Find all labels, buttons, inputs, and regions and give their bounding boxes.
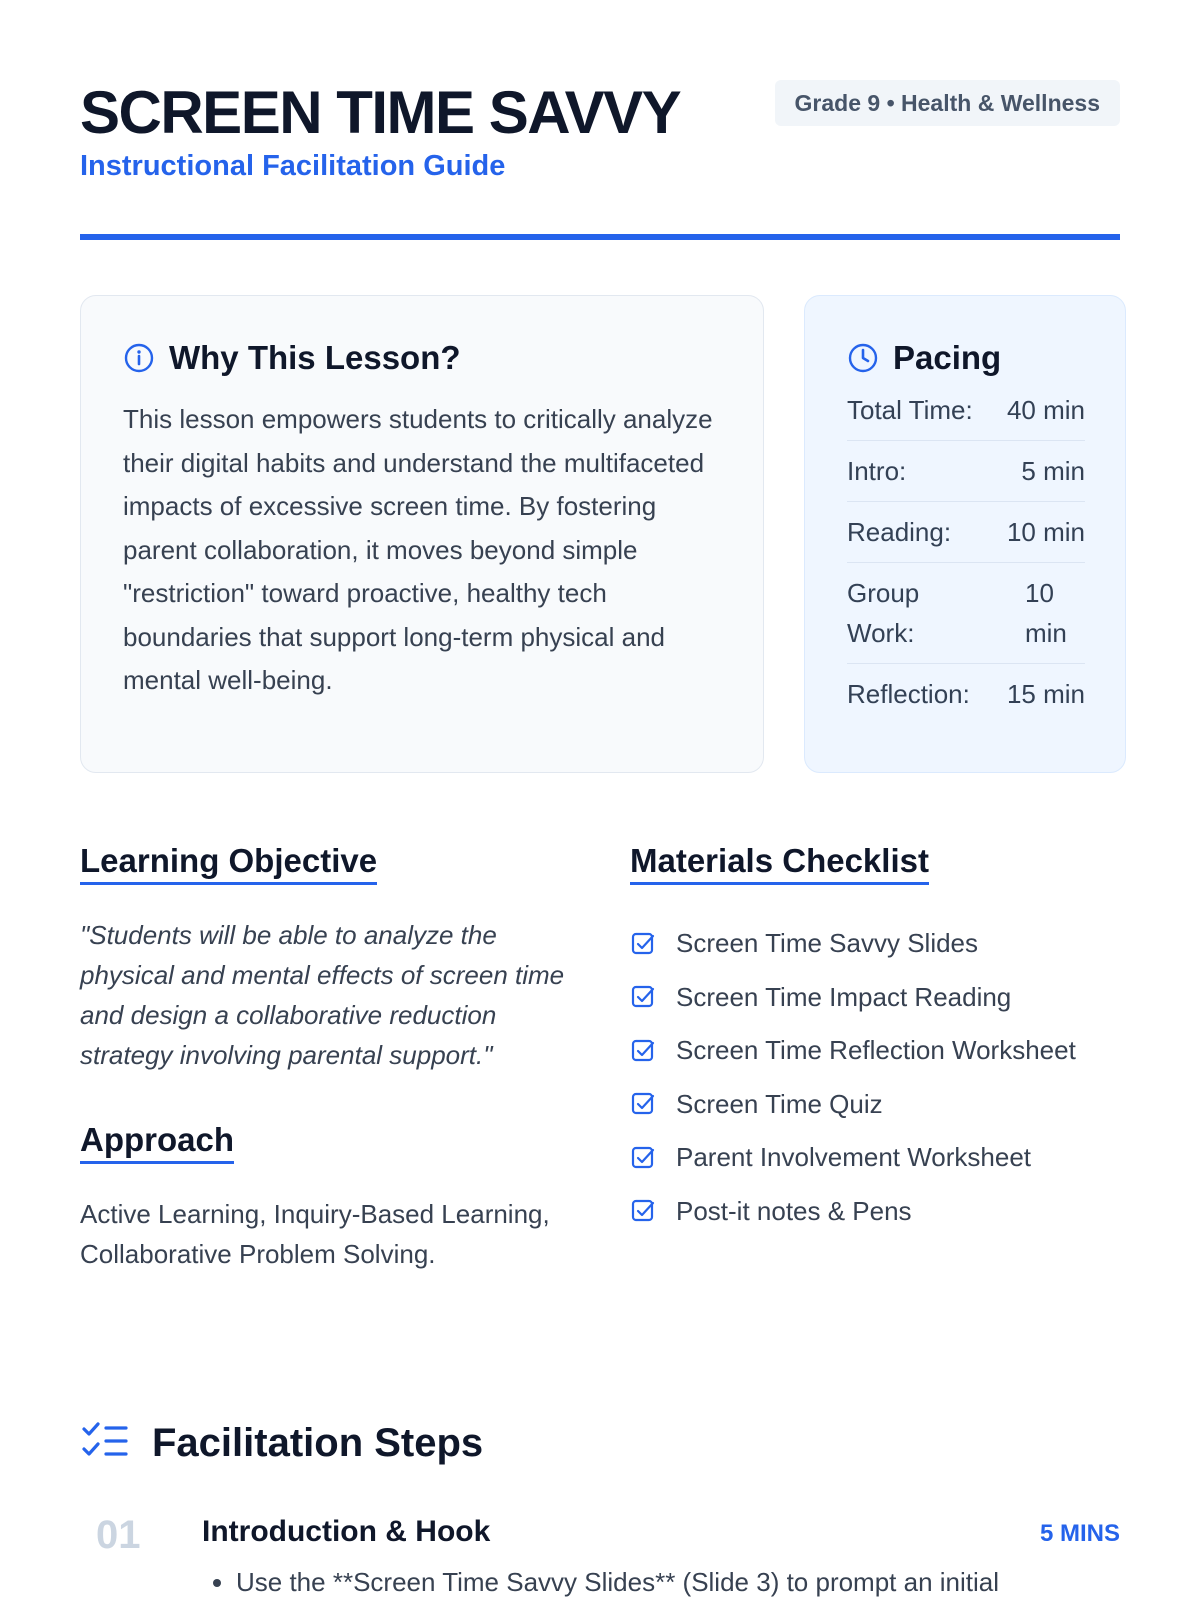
checkbox-checked-icon (630, 984, 656, 1010)
pacing-value: 10 min (1006, 517, 1085, 547)
pacing-row-intro (847, 441, 1085, 502)
pacing-label: Reading: (847, 517, 952, 547)
material-label: Screen Time Quiz (676, 1088, 883, 1119)
checkbox-checked-icon (630, 1145, 656, 1171)
material-label: Screen Time Impact Reading (676, 981, 1012, 1012)
checkbox-checked-icon (630, 1038, 656, 1064)
step-title: Introduction & Hook (202, 1515, 491, 1548)
page-subtitle: Instructional Facilitation Guide (80, 150, 506, 182)
left-column (80, 840, 580, 1274)
pacing-list (847, 386, 1085, 724)
list-item (630, 1024, 1130, 1078)
list-item (630, 1185, 1130, 1239)
approach-text: Active Learning, Inquiry-Based Learning, Collaborative Problem Solving. (80, 1199, 550, 1269)
pacing-header (847, 336, 1085, 380)
pacing-value: 5 min (1021, 456, 1085, 486)
approach-heading: Approach (80, 1119, 234, 1164)
why-lesson-heading: Why This Lesson? (169, 339, 461, 376)
pacing-value: 15 min (1006, 679, 1085, 709)
pacing-value: 40 min (1006, 395, 1085, 425)
pacing-label: Intro: (847, 456, 907, 486)
list-item: • Use the **Screen Time Savvy Slides** (Slide 3) to prompt an initial (236, 1562, 999, 1602)
material-label: Screen Time Reflection Worksheet (676, 1035, 1076, 1066)
material-label: Post-it notes & Pens (676, 1195, 912, 1226)
checkbox-checked-icon (630, 1091, 656, 1117)
facilitation-step (80, 1510, 1120, 1610)
step-duration: 5 MINS (1039, 1520, 1120, 1547)
why-lesson-header (123, 336, 723, 380)
header-divider (80, 234, 1120, 240)
pacing-row-group-work (847, 563, 1085, 664)
why-lesson-text: This lesson empowers students to critically analyze their digital habits and understand the multifaceted impacts of excessive screen time. By fostering parent collaboration, it moves beyond simple "restriction" toward proactive, healthy tech boundaries that support long-term physical and mental well-being. (123, 404, 713, 695)
pacing-row-total (847, 386, 1085, 441)
step-bullets (202, 1562, 999, 1602)
material-label: Parent Involvement Worksheet (676, 1142, 1032, 1173)
grade-badge: Grade 9 • Health & Wellness (775, 80, 1120, 126)
why-lesson-card (80, 295, 764, 773)
approach-section (80, 1119, 580, 1274)
step-number: 01 (96, 1513, 141, 1557)
pacing-heading: Pacing (893, 339, 1002, 376)
objective-text: "Students will be able to analyze the physical and mental effects of screen time and design a collaborative reduction strategy involving parental support." (80, 920, 565, 1070)
list-item (630, 1131, 1130, 1185)
checkbox-checked-icon (630, 931, 656, 957)
pacing-value: 10 min (1025, 578, 1067, 648)
materials-heading: Materials Checklist (630, 840, 929, 885)
page-title: SCREEN TIME SAVVY (80, 79, 681, 146)
pacing-card (804, 295, 1126, 773)
right-column (630, 840, 1130, 1238)
info-icon (123, 342, 155, 374)
pacing-label: Reflection: (847, 679, 970, 709)
list-item (630, 1078, 1130, 1132)
pacing-row-reading (847, 502, 1085, 563)
material-label: Screen Time Savvy Slides (676, 928, 979, 959)
materials-list (630, 917, 1130, 1238)
facilitation-header (80, 1415, 483, 1471)
pacing-row-reflection (847, 664, 1085, 724)
list-checks-icon (80, 1421, 130, 1465)
checkbox-checked-icon (630, 1198, 656, 1224)
list-item (630, 917, 1130, 971)
pacing-label: Group Work: (847, 578, 920, 648)
clock-icon (847, 342, 879, 374)
pacing-label: Total Time: (847, 395, 973, 425)
facilitation-heading: Facilitation Steps (152, 1420, 484, 1465)
objective-heading: Learning Objective (80, 840, 377, 885)
list-item (630, 971, 1130, 1025)
